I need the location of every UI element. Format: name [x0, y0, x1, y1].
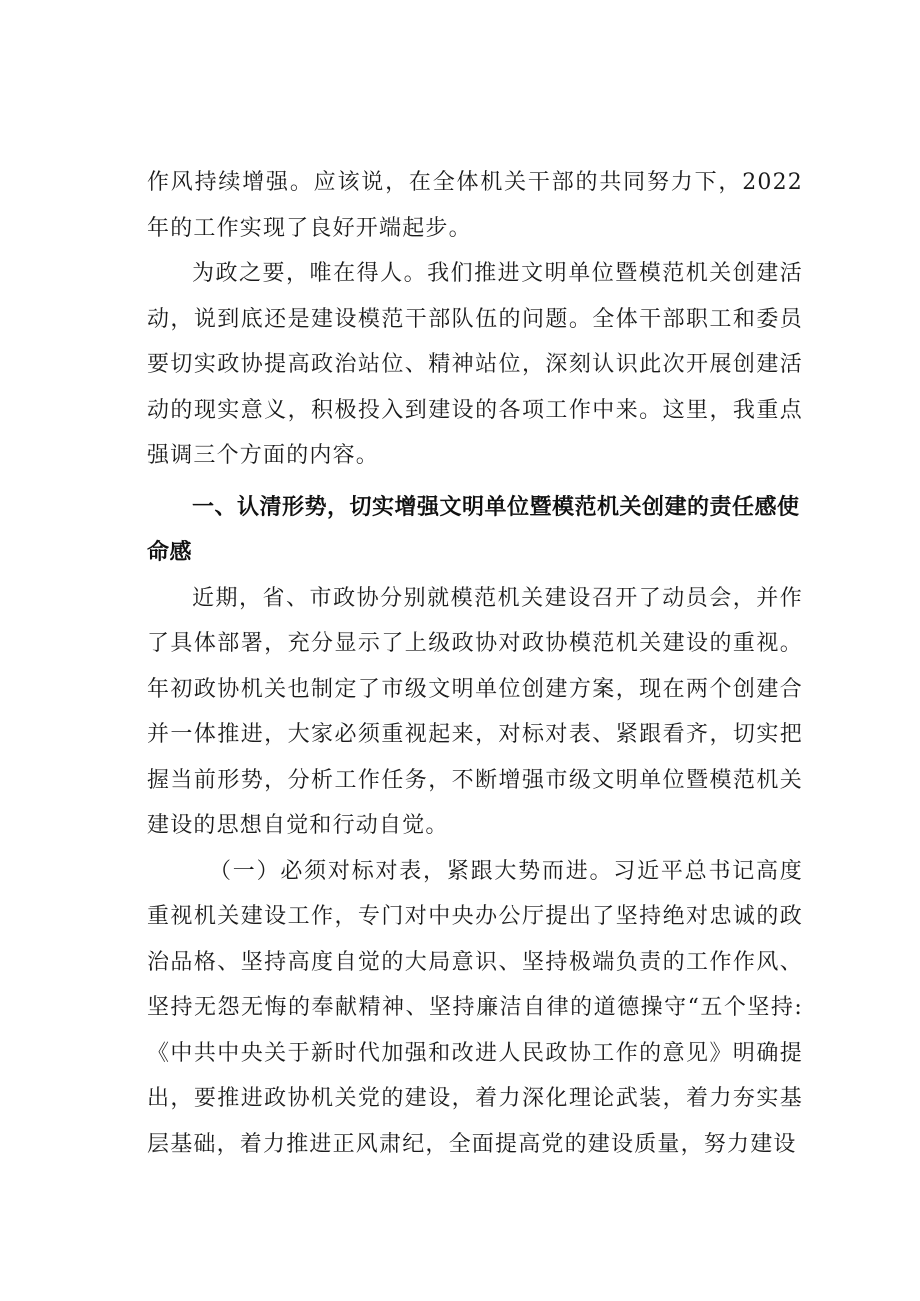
paragraph-subsection-1: （一）必须对标对表，紧跟大势而进。习近平总书记高度重视机关建设工作，专门对中央办公厅提出了坚持绝对忠诚的政治品格、坚持高度自觉的大局意识、坚持极端负责的工作作风、坚持无怨无悔的奉献精神、坚持廉洁自律的道德操守“五个坚持:《中共中央关于新时代加强和改进人民政协工作的意见》明确提出，要推进政协机关党的建设，着力深化理论武装，着力夯实基层基础，着力推进正风肃纪，全面提高党的建设质量，努力建设: [147, 858, 803, 1157]
paragraph-talent: 为政之要，唯在得人。我们推进文明单位暨模范机关创建活动，说到底还是建设模范干部队伍的问题。全体干部职工和委员要切实政协提高政治站位、精神站位，深刻认识此次开展创建活动的现实意义，积极投入到建设的各项工作中来。这里，我重点强调三个方面的内容。: [147, 261, 803, 468]
paragraph-continuation: 作风持续增强。应该说，在全体机关干部的共同努力下，2022年的工作实现了良好开端起步。: [147, 170, 803, 241]
document-body: [147, 160, 803, 1167]
section-heading-1: 一、认清形势，切实增强文明单位暨模范机关创建的责任感使命感: [147, 494, 800, 565]
paragraph-situation: 近期，省、市政协分别就模范机关建设召开了动员会，并作了具体部署，充分显示了上级政协对政协模范机关建设的重视。年初政协机关也制定了市级文明单位创建方案，现在两个创建合并一体推进，大家必须重视起来，对标对表、紧跟看齐，切实把握当前形势，分析工作任务，不断增强市级文明单位暨模范机关建设的思想自觉和行动自觉。: [147, 585, 803, 838]
